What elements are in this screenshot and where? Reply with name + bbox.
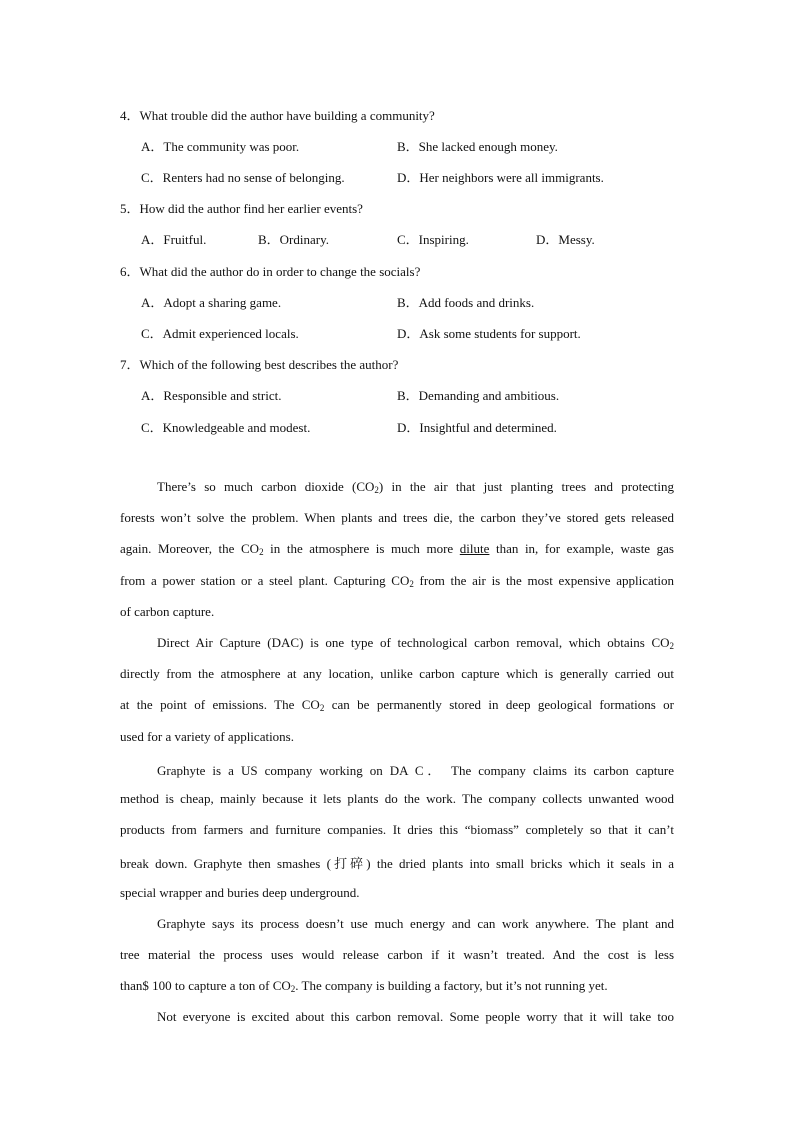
p1-line-3-subscript: 2: [259, 547, 264, 557]
p2-line-1-text-a: Direct Air Capture (DAC) is one type of technological carbon removal, which obtains CO: [157, 635, 670, 650]
q5-option-c: C．Inspiring.: [397, 232, 469, 247]
p1-line-1-text-b: ) in the air that just planting trees and protecting: [378, 479, 674, 494]
p1-line-1-subscript: 2: [374, 485, 379, 495]
q6-option-b: B．Add foods and drinks.: [397, 295, 535, 310]
q7-option-c: C．Knowledgeable and modest.: [141, 420, 311, 435]
p1-line-4-text-b: from the air is the most expensive application: [413, 573, 674, 588]
p2-line-2: directly from the atmosphere at any location, unlike carbon capture which is generally carried out: [120, 666, 674, 681]
q5-option-b: B．Ordinary.: [258, 232, 330, 247]
p3-line-1: Graphyte is a US company working on DA C． The company claims its carbon capture: [157, 763, 674, 778]
q6-option-a: A．Adopt a sharing game.: [141, 295, 282, 310]
q6-option-c: C．Admit experienced locals.: [141, 326, 299, 341]
question-4-stem: 4．What trouble did the author have building a community?: [120, 108, 435, 123]
q4-option-a: A．The community was poor.: [141, 139, 300, 154]
p2-line-1-subscript: 2: [669, 641, 674, 651]
p2-line-3-text-a: at the point of emissions. The CO: [120, 697, 320, 712]
p3-line-4: break down. Graphyte then smashes (打碎) the dried plants into small bricks which it seals in a: [120, 856, 674, 871]
q4-option-d: D．Her neighbors were all immigrants.: [397, 170, 604, 185]
p2-line-1: [157, 635, 674, 651]
q7-option-a: A．Responsible and strict.: [141, 388, 282, 403]
p1-line-3-text-c: than in, for example, waste gas: [489, 541, 674, 556]
q5-option-a: A．Fruitful.: [141, 232, 207, 247]
p1-line-1: [157, 479, 674, 495]
p1-line-4-subscript: 2: [409, 579, 414, 589]
p1-line-1-text-a: There’s so much carbon dioxide (CO: [157, 479, 375, 494]
q7-option-b: B．Demanding and ambitious.: [397, 388, 560, 403]
p3-line-3: products from farmers and furniture companies. It dries this “biomass” completely so that it can’t: [120, 822, 674, 837]
question-5-stem: 5．How did the author find her earlier events?: [120, 201, 363, 216]
p4-line-3-subscript: 2: [290, 984, 296, 994]
q7-option-d: D．Insightful and determined.: [397, 420, 557, 435]
p4-line-3: [120, 978, 674, 994]
p4-line-1: Graphyte says its process doesn’t use much energy and can work anywhere. The plant and: [157, 916, 674, 931]
p4-line-3-text-b: . The company is building a factory, but it’s not running yet.: [295, 978, 608, 993]
p2-line-4: used for a variety of applications.: [120, 729, 294, 744]
p1-line-3-text-a: again. Moreover, the CO: [120, 541, 260, 556]
p3-line-2: method is cheap, mainly because it lets plants do the work. The company collects unwanted wood: [120, 791, 674, 806]
p2-line-3: [120, 697, 674, 713]
p1-line-5: of carbon capture.: [120, 604, 215, 619]
q4-option-b: B．She lacked enough money.: [397, 139, 558, 154]
p1-line-3-text-b: in the atmosphere is much more: [263, 541, 460, 556]
q6-option-d: D．Ask some students for support.: [397, 326, 581, 341]
p1-line-2: forests won’t solve the problem. When plants and trees die, the carbon they’ve stored gets released: [120, 510, 674, 525]
p2-line-3-text-b: can be permanently stored in deep geological formations or: [324, 697, 674, 712]
q5-option-d: D．Messy.: [536, 232, 595, 247]
p1-line-4-text-a: from a power station or a steel plant. Capturing CO: [120, 573, 410, 588]
question-6-stem: 6．What did the author do in order to change the socials?: [120, 264, 421, 279]
question-7-stem: 7．Which of the following best describes the author?: [120, 357, 399, 372]
p4-line-2: tree material the process uses would release carbon if it wasn’t treated. And the cost is less: [120, 947, 674, 962]
p1-line-3: [120, 541, 674, 557]
q4-option-c: C．Renters had no sense of belonging.: [141, 170, 345, 185]
p5-line-1: Not everyone is excited about this carbon removal. Some people worry that it will take too: [157, 1009, 674, 1024]
p2-line-3-subscript: 2: [319, 703, 325, 713]
p3-line-5: special wrapper and buries deep underground.: [120, 885, 360, 900]
p4-line-3-text-a: than$ 100 to capture a ton of CO: [120, 978, 291, 993]
p1-line-4: [120, 573, 674, 589]
underlined-word-dilute: dilute: [459, 541, 490, 556]
